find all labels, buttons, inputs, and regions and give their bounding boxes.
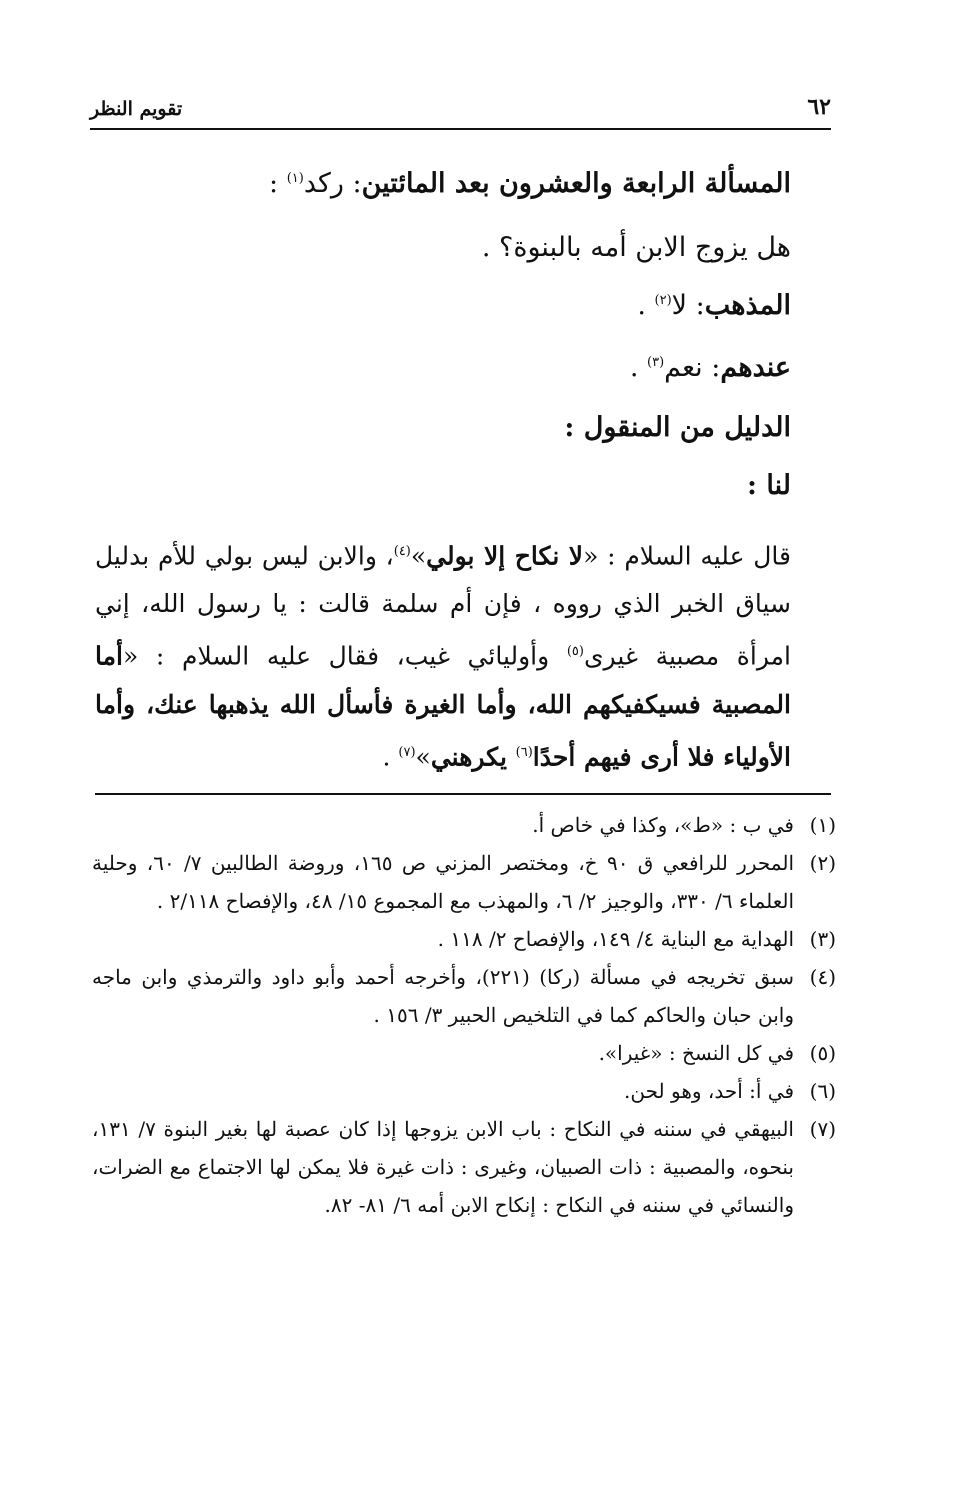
footnotes xyxy=(92,806,836,1224)
footnote xyxy=(92,958,836,1034)
footnote-number: (٢) xyxy=(809,851,836,875)
footnote-ref-6: (٦) xyxy=(515,744,533,760)
footnote-ref-4: (٤) xyxy=(393,544,411,559)
footnote-ref-1: (١) xyxy=(286,171,304,186)
page-number: ٦٢ xyxy=(807,94,831,120)
body-text: . xyxy=(382,741,399,771)
issue-heading xyxy=(95,168,791,200)
footnote xyxy=(92,844,836,920)
madhhab-line xyxy=(95,290,791,322)
issue-heading-suffix: : ركد xyxy=(303,168,362,199)
running-header xyxy=(90,90,831,130)
issue-question: هل يزوج الابن أمه بالبنوة؟ . xyxy=(481,232,791,263)
madhhab-label: المذهب xyxy=(704,290,791,321)
footnote-text: في كل النسخ : «غيرا». xyxy=(598,1041,794,1065)
theirs-line xyxy=(95,352,791,384)
footnote-text: البيهقي في سننه في النكاح : باب الابن يزوجها إذا كان عصبة لها بغير البنوة ٧/ ١٣١، بنحوه، والمصبية : ذات الصبيان، وغيرى : ذات غيرة فلا يمكن لها الاجتماع مع الضرات، والنسائي في سننه في النكاح : إنكاح الابن أمه ٦/ ٨١- ٨٢. xyxy=(92,1117,794,1217)
footnote-number: (٤) xyxy=(809,965,836,989)
footnote-number: (٣) xyxy=(809,927,836,951)
footnote-number: (٥) xyxy=(809,1041,836,1065)
body-text: وأوليائي غيب، فقال عليه السلام : « xyxy=(122,641,567,671)
madhhab-value: : لا xyxy=(671,290,705,321)
book-title: تقويم النظر xyxy=(90,98,183,120)
footnote-ref-2: (٢) xyxy=(654,293,672,308)
theirs-label: عندهم xyxy=(720,352,791,383)
footnote-text: في ب : «ط»، وكذا في خاص أ. xyxy=(532,813,794,837)
hadith-quote: أما المصبية فسيكفيكهم الله، وأما الغيرة فأسأل الله يذهبها عنك، وأما الأولياء فلا أرى فيهم أحدًا xyxy=(95,641,791,771)
footnote-text: في أ: أحد، وهو لحن. xyxy=(624,1079,794,1103)
footnote-number: (٦) xyxy=(809,1079,836,1103)
footnote xyxy=(92,920,836,958)
body-text: قال عليه السلام : « xyxy=(583,541,791,571)
footnote-ref-5: (٥) xyxy=(566,644,584,660)
body-text: ، والابن ليس بولي للأم بدليل سياق الخبر الذي رووه ، فإن أم سلمة قالت : يا رسول الله، إني امرأة مصبية غيرى xyxy=(95,541,791,671)
theirs-end: . xyxy=(629,352,648,383)
footnote xyxy=(92,806,836,844)
theirs-value: : نعم xyxy=(664,352,721,383)
footnote-divider xyxy=(95,793,831,795)
footnote xyxy=(92,1034,836,1072)
evidence-paragraph xyxy=(95,528,791,781)
evidence-heading xyxy=(95,412,791,444)
issue-heading-title: المسألة الرابعة والعشرون بعد المائتين xyxy=(361,168,791,199)
ours-heading-text: لنا : xyxy=(747,470,791,501)
ours-heading xyxy=(95,470,791,502)
hadith-quote: يكرهني xyxy=(430,741,516,771)
footnote-ref-7: (٧) xyxy=(398,744,416,760)
hadith-quote: لا نكاح إلا بولي xyxy=(426,541,584,571)
body-text: » xyxy=(415,741,431,771)
footnote-number: (١) xyxy=(809,813,836,837)
evidence-heading-text: الدليل من المنقول : xyxy=(564,412,791,443)
footnote-ref-3: (٣) xyxy=(647,355,665,370)
body-text: » xyxy=(410,541,427,571)
footnote-number: (٧) xyxy=(809,1117,836,1141)
footnote-text: سبق تخريجه في مسألة (ركا) (٢٢١)، وأخرجه أحمد وأبو داود والترمذي وابن ماجه وابن حبان والحاكم كما في التلخيص الحبير ٣/ ١٥٦ . xyxy=(92,965,794,1027)
madhhab-end: . xyxy=(637,290,655,321)
footnote xyxy=(92,1110,836,1224)
footnote xyxy=(92,1072,836,1110)
footnote-text: الهداية مع البناية ٤/ ١٤٩، والإفصاح ٢/ ١١٨ . xyxy=(437,927,794,951)
issue-heading-end: : xyxy=(269,168,287,199)
footnote-text: المحرر للرافعي ق ٩٠ خ، ومختصر المزني ص ١٦٥، وروضة الطالبين ٧/ ٦٠، وحلية العلماء ٦/ ٣٣٠، والوجيز ٢/ ٦، والمهذب مع المجموع ١٥/ ٤٨، والإفصاح ٢/١١٨ . xyxy=(92,851,794,913)
